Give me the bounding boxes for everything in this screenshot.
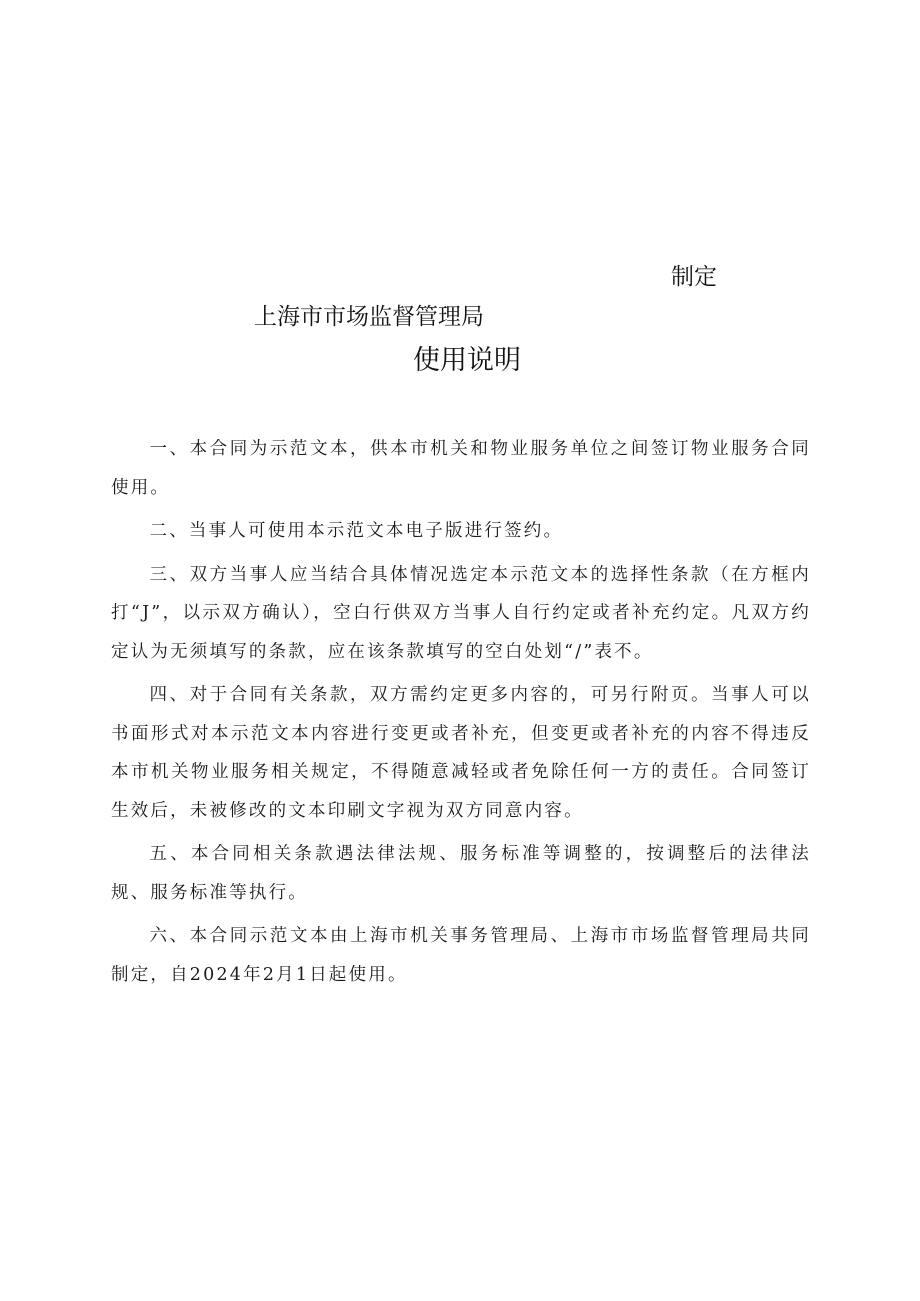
issuer-suffix: 制定 — [671, 264, 717, 290]
document-title: 使用说明 — [413, 345, 521, 376]
paragraph-4: 四、对于合同有关条款，双方需约定更多内容的，可另行附页。当事人可以书面形式对本示范文本内容进行变更或者补充，但变更或者补充的内容不得违反本市机关物业服务相关规定，不得随意减轻或者免除任何一方的责任。合同签订生效后，未被修改的文本印刷文字视为双方同意内容。 — [111, 685, 811, 821]
instructions-body — [111, 430, 811, 999]
paragraph-3: 三、双方当事人应当结合具体情况选定本示范文本的选择性条款（在方框内打“J”，以示双方确认），空白行供双方当事人自行约定或者补充约定。凡双方约定认为无须填写的条款，应在该条款填写的空白处划“/”表不。 — [111, 564, 811, 662]
paragraph-6: 六、本合同示范文本由上海市机关事务管理局、上海市市场监督管理局共同制定，自2024年2月1日起使用。 — [111, 926, 811, 985]
paragraph-2: 二、当事人可使用本示范文本电子版进行签约。 — [149, 521, 564, 541]
paragraph-5: 五、本合同相关条款遇法律法规、服务标准等调整的，按调整后的法律法规、服务标准等执行。 — [111, 844, 811, 903]
issuer-name: 上海市市场监督管理局 — [254, 304, 484, 330]
paragraph-1: 一、本合同为示范文本，供本市机关和物业服务单位之间签订物业服务合同使用。 — [111, 439, 811, 498]
